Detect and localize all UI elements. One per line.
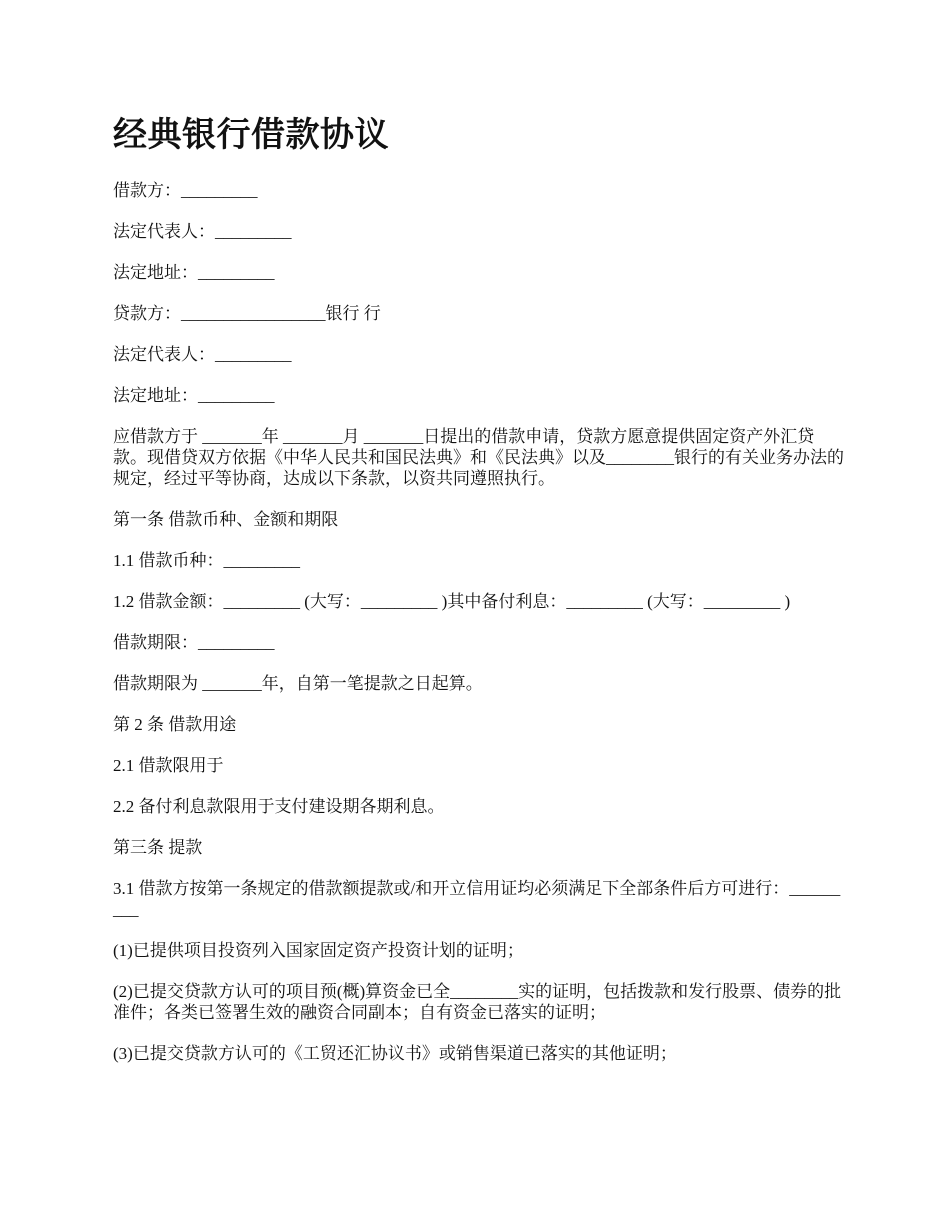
lender-address-line: 法定地址：_________: [113, 386, 275, 405]
article-1-heading: 第一条 借款币种、金额和期限: [113, 510, 339, 529]
clause-2-1: 2.1 借款限用于: [113, 756, 224, 775]
condition-2: (2)已提交贷款方认可的项目预(概)算资金已全________实的证明，包括拨款和发行股票、债券的批准件；各类已签署生效的融资合同副本；自有资金已落实的证明；: [113, 982, 842, 1022]
preamble-paragraph: 应借款方于 _______年 _______月 _______日提出的借款申请，贷款方愿意提供固定资产外汇贷款。现借贷双方依据《中华人民共和国民法典》和《民法典》以及________银行的有关业务办法的规定，经过平等协商，达成以下条款，以资共同遵照执行。: [113, 427, 844, 488]
clause-1-1: 1.1 借款币种：_________: [113, 551, 300, 570]
borrower-line: 借款方：_________: [113, 181, 258, 200]
borrower-legal-rep-line: 法定代表人：_________: [113, 222, 292, 241]
lender-line: 贷款方：_________________银行 行: [113, 304, 381, 323]
clause-2-2: 2.2 备付利息款限用于支付建设期各期利息。: [113, 797, 445, 816]
document-title: 经典银行借款协议: [113, 117, 389, 154]
condition-3: (3)已提交贷款方认可的《工贸还汇协议书》或销售渠道已落实的其他证明；: [113, 1044, 677, 1063]
clause-3-1: 3.1 借款方按第一条规定的借款额提款或/和开立信用证均必须满足下全部条件后方可进行：_________: [113, 879, 841, 919]
lender-legal-rep-line: 法定代表人：_________: [113, 345, 292, 364]
borrower-address-line: 法定地址：_________: [113, 263, 275, 282]
loan-term-line: 借款期限：_________: [113, 633, 275, 652]
clause-1-2: 1.2 借款金额：_________ (大写：_________ )其中备付利息：_________ (大写：_________ ): [113, 592, 791, 611]
article-2-heading: 第 2 条 借款用途: [113, 715, 237, 734]
condition-1: (1)已提供项目投资列入国家固定资产投资计划的证明；: [113, 941, 524, 960]
article-3-heading: 第三条 提款: [113, 838, 203, 857]
document-page: [113, 112, 848, 1084]
loan-term-detail: 借款期限为 _______年，自第一笔提款之日起算。: [113, 674, 483, 693]
